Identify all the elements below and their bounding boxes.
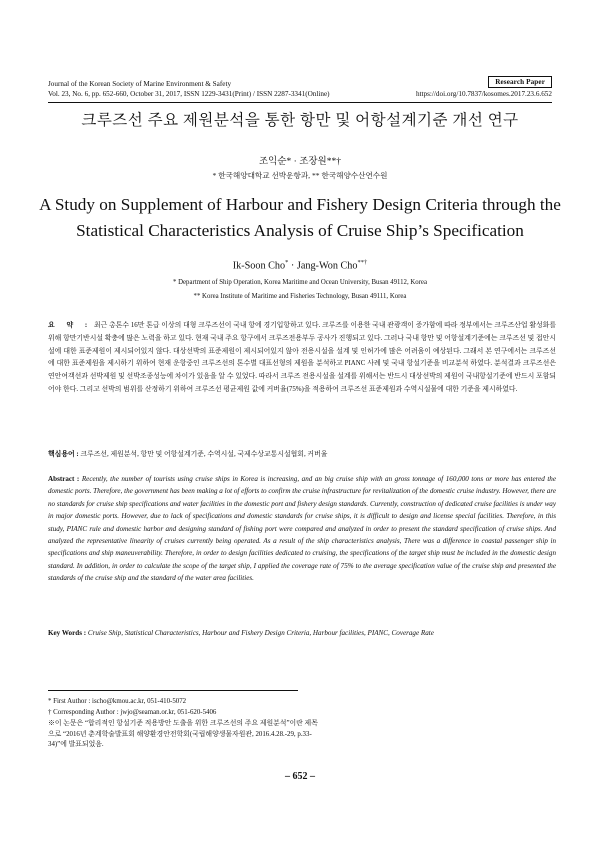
header-divider xyxy=(48,102,552,103)
korean-abstract-text: 최근 총톤수 16만 톤급 이상의 대형 크루즈선이 국내 항에 경기입항하고 있다. 크루즈를 이용한 국내 관광객이 증가함에 따라 정부에서는 크루즈산업 활성화를 위해 항만기반시설 확충에 많은 노력을 하고 있다. 현재 국내 주요 항구에서 크루즈전용부두 공사가 진행되고 있다. 그러나 국내 항만 및 어항설계기준에는 크루즈선 및 접안시설에 대한 표준제원이 제시되어있지 않다. 대상선박의 표준제원이 제시되어있지 않아 전용시설을 설계 및 인허가에 많은 어려움이 예상된다. 그래서 본 연구에서는 크루즈선에 대한 표준제원을 제시하기 위하여 현재 운항중인 크루즈선의 톤수별 대표선형의 제원을 분석하고 PIANC 사례 및 국내 항설기준을 비교분석 하였다. 분석결과 크루즈선은 연안여객선과 선박제원 및 선박조종성능에 차이가 있음을 알 수 있었다. 따라서 크루즈 전용시설을 설계를 위해서는 반드시 대상선박의 제원이 국내항설기준에 반드시 포함되어야 한다. 그리고 선박의 범위를 산정하기 위하여 크루즈선 평균제원 값에 커버율(75%)을 적용하여 크루즈선 표준제원과 수역시설물에 대한 기준을 제시하였다. xyxy=(48,322,557,393)
korean-affiliations: * 한국해양대학교 선박운항과, ** 한국해양수산연수원 xyxy=(212,171,388,180)
english-authors xyxy=(0,259,600,271)
paper-type-badge: Research Paper xyxy=(488,76,552,88)
korean-authors: 조익순* · 조장원**† xyxy=(259,157,341,167)
english-abstract xyxy=(48,473,556,585)
english-abstract-text: Recently, the number of tourists using cruise ships in Korea is increasing, and an big cruise ship with an gross tonnage of 160,000 tons or more has entered the domestic ports. Therefore, the government has been making a lot of efforts to confirm the cruise infrastructure for revitalization of the domestic cruise industry. However, there are no standards for cruise ship specifications and water facilities in the domestic port and fishery design standards. Currently, construction of dedicated cruise facilities is under way in major domestic ports. However, due to lack of specifications and domestic standards for cruise ships, it is difficult to design and license special facilities. Therefore, in this study, PIANC rule and domestic harbor and designing standard of fishing port were compared and analyzed in order to present the standard specification of cruise ships. And analyzed the representative linearity of cruises currently being operated. As a result of the ship characteristics analysis, There was a difference in coastal passenger ship in specifications and ship maneuverability. Therefore, in order to design facilities dedicated to cruising, the specifications of the target ship must be included in the domestic design standard. In addition, in order to calculate the scope of the target ship, I applied the coverage rate of 75% to the average specification value of the cruise ship and presented the standards of the cruise ship and the standard of the water area facilities. xyxy=(48,475,556,583)
korean-keywords-label: 핵심용어 : xyxy=(48,451,79,458)
english-affiliation-1: * Department of Ship Operation, Korea Maritime and Ocean University, Busan 49112, Korea xyxy=(173,279,427,286)
journal-info xyxy=(48,79,388,99)
korean-title: 크루즈선 주요 제원분석을 통한 항만 및 어항설계기준 개선 연구 xyxy=(81,112,519,129)
author-separator: · xyxy=(288,260,297,272)
korean-keywords-text: 크루즈선, 제원분석, 항만 및 어항설계기준, 수역시설, 국제수상교통시설협회, 커버율 xyxy=(80,451,328,458)
korean-keywords xyxy=(48,448,556,458)
english-keywords xyxy=(48,629,556,637)
journal-volume: Vol. 23, No. 6, pp. 652-660, October 31, 2017, ISSN 1229-3431(Print) / ISSN 2287-3341(Online) xyxy=(48,90,330,98)
footnote-divider xyxy=(48,690,298,691)
english-keywords-text: Cruise Ship, Statistical Characteristics, Harbour and Fishery Design Criteria, Harbour facilities, PIANC, Coverage Rate xyxy=(87,629,434,637)
author-2-name: Jang-Won Cho xyxy=(296,260,358,272)
english-title: A Study on Supplement of Harbour and Fishery Design Criteria through the Statistical Characteristics Analysis of Cruise Ship’s Specification xyxy=(39,195,561,240)
corresponding-author-footnote: † Corresponding Author : jwjo@seaman.or.kr, 051-620-5406 xyxy=(48,709,217,716)
author-1-mark: * xyxy=(285,259,289,266)
first-author-footnote: * First Author : ischo@kmou.ac.kr, 051-410-5072 xyxy=(48,698,187,705)
korean-abstract xyxy=(48,320,556,397)
journal-name: Journal of the Korean Society of Marine Environment & Safety xyxy=(48,80,232,88)
presentation-note: ※이 논문은 “합리적인 항설기준 적용방안 도출을 위한 크루즈선의 주요 제원분석”이란 제목으로 “2016년 춘계학술발표회 해양환경안전학회(국립해양생물자원관, 2016.4.28.-29, p.33-34)”에 발표되었음. xyxy=(48,720,318,748)
english-affiliation-2: ** Korea Institute of Maritime and Fisheries Technology, Busan 49111, Korea xyxy=(193,293,407,300)
korean-abstract-label: 요 약 : xyxy=(48,322,93,329)
doi-link[interactable]: https://doi.org/10.7837/kosomes.2017.23.6.652 xyxy=(415,90,552,98)
author-1-name: Ik-Soon Cho xyxy=(232,260,286,272)
english-keywords-label: Key Words : xyxy=(48,629,87,637)
page-number: – 652 – xyxy=(285,771,315,782)
english-abstract-label: Abstract : xyxy=(48,475,80,483)
author-2-mark: **† xyxy=(357,259,368,266)
